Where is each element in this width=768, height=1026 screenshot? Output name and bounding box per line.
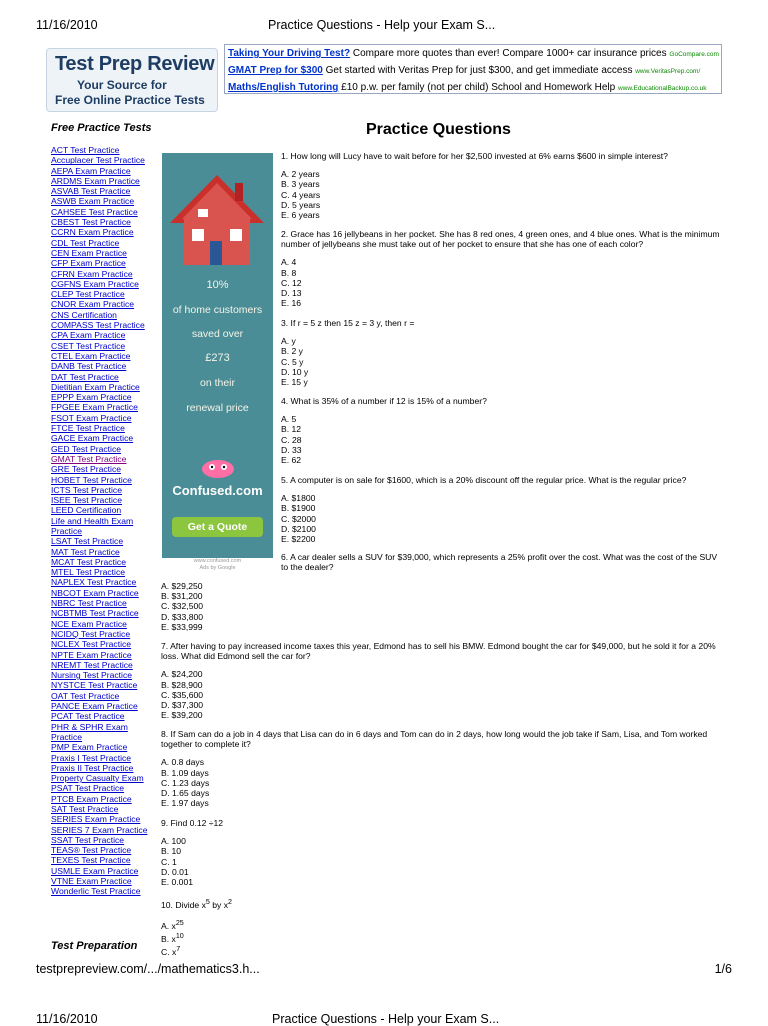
question-text: 6. A car dealer sells a SUV for $39,000, which represents a 25% profit over the cost. What was the cost of the SUV to the dealer? xyxy=(281,552,718,573)
sidebar-item xyxy=(51,227,151,237)
sidebar-item xyxy=(51,835,151,845)
sidebar-item xyxy=(51,577,151,587)
answer-option: C. 28 xyxy=(281,434,302,445)
answer-option: A. 0.8 days xyxy=(161,757,204,768)
answer-options xyxy=(161,918,232,957)
question-9 xyxy=(161,818,223,887)
sidebar-item xyxy=(51,650,151,660)
sidebar-link[interactable]: ACT Test Practice xyxy=(51,145,120,155)
sidebar-item xyxy=(51,608,151,618)
sidebar-link[interactable]: Property Casualty Exam xyxy=(51,773,144,784)
sidebar-link[interactable]: MAT Test Practice xyxy=(51,546,120,557)
answer-option: E. $33,999 xyxy=(161,621,203,632)
answer-option: E. 0.001 xyxy=(161,877,194,888)
sidebar-item xyxy=(51,299,151,309)
sidebar-test-preparation-heading: Test Preparation xyxy=(51,940,138,952)
sidebar-link[interactable]: CCRN Exam Practice xyxy=(51,227,134,238)
answer-option: C. $2000 xyxy=(281,513,316,524)
question-text: 9. Find 0.12 ÷12 xyxy=(161,818,224,828)
house-icon xyxy=(162,153,273,273)
sidebar-link[interactable]: Wonderlic Test Practice xyxy=(51,886,141,897)
sidebar-item xyxy=(51,845,151,855)
sidebar-item xyxy=(51,691,151,701)
next-print-date: 11/16/2010 xyxy=(36,1012,98,1026)
sidebar-item xyxy=(51,722,151,743)
answer-option: B. 1.09 days xyxy=(161,767,209,778)
sidebar-item xyxy=(51,855,151,865)
sidebar-item xyxy=(51,557,151,567)
logo-tagline: Your Source for xyxy=(77,78,167,92)
question-6-options xyxy=(161,581,203,632)
sidebar-item xyxy=(51,711,151,721)
answer-options xyxy=(161,669,721,720)
sidebar-link[interactable]: CFRN Exam Practice xyxy=(51,268,133,279)
sidebar-link[interactable]: NCIDQ Test Practice xyxy=(51,628,131,639)
question-text: 4. What is 35% of a number if 12 is 15% of a number? xyxy=(281,396,487,406)
question-4 xyxy=(281,396,487,465)
sidebar-item xyxy=(51,629,151,639)
question-8 xyxy=(161,729,721,808)
answer-option: C. 5 y xyxy=(281,356,304,367)
sidebar-item xyxy=(51,444,151,454)
sidebar-item xyxy=(51,176,151,186)
sidebar-link[interactable]: MTEL Test Practice xyxy=(51,567,126,578)
banner-line-1: 10% xyxy=(206,279,229,291)
sidebar-link[interactable]: Praxis I Test Practice xyxy=(51,752,132,763)
answer-options xyxy=(281,257,721,308)
sidebar-item xyxy=(51,382,151,392)
sidebar-item xyxy=(51,372,151,382)
sidebar-item xyxy=(51,279,151,289)
exponent: 7 xyxy=(176,945,181,954)
answer-option: E. 15 y xyxy=(281,377,308,388)
sidebar-item xyxy=(51,207,151,217)
sidebar-item xyxy=(51,753,151,763)
sidebar-item xyxy=(51,495,151,505)
question-text xyxy=(161,897,232,910)
sidebar-link[interactable]: AEPA Exam Practice xyxy=(51,165,131,176)
answer-option: C. 1.23 days xyxy=(161,777,210,788)
sidebar-link[interactable]: PCAT Test Practice xyxy=(51,711,125,722)
sidebar-link[interactable]: NPTE Exam Practice xyxy=(51,649,132,660)
sidebar-link[interactable]: CNOR Exam Practice xyxy=(51,299,135,310)
sidebar-item xyxy=(51,269,151,279)
ad-text: Get started with Veritas Prep for just $300, and get immediate access xyxy=(322,65,636,76)
sidebar-item xyxy=(51,310,151,320)
question-text: 8. If Sam can do a job in 4 days that Lisa can do in 6 days and Tom can do in 2 days, how long would the job take if Sam, Lisa, and Tom worked together to complete it? xyxy=(161,729,708,750)
sidebar-link[interactable]: CEN Exam Practice xyxy=(51,247,127,258)
sidebar-item xyxy=(51,794,151,804)
answer-option xyxy=(161,931,232,944)
question-text: 7. After having to pay increased income taxes this year, Edmond has to sell his BMW. Edmond bought the car for $49,000, but he sold it for a 20% loss. What did Edmond sell the car for? xyxy=(161,641,716,662)
answer-option: D. 10 y xyxy=(281,366,309,377)
question-7 xyxy=(161,641,721,720)
sidebar-link[interactable]: ARDMS Exam Practice xyxy=(51,175,140,186)
sidebar-item xyxy=(51,783,151,793)
sidebar-item xyxy=(51,217,151,227)
sidebar-link[interactable]: CLEP Test Practice xyxy=(51,289,125,300)
answer-option: D. 5 years xyxy=(281,199,321,210)
question-3 xyxy=(281,318,414,387)
ad-source[interactable]: www.EducationalBackup.co.uk xyxy=(617,85,707,92)
sidebar-link[interactable]: CAHSEE Test Practice xyxy=(51,206,138,217)
answer-option: E. 6 years xyxy=(281,210,320,221)
sidebar-item xyxy=(51,619,151,629)
sidebar-link[interactable]: SSAT Test Practice xyxy=(51,834,125,845)
answer-option: D. 33 xyxy=(281,444,302,455)
question-text: 5. A computer is on sale for $1600, which is a 20% discount off the regular price. What is the regular price? xyxy=(281,475,687,485)
sidebar-link[interactable]: NCLEX Test Practice xyxy=(51,639,132,650)
answer-option: A. $29,250 xyxy=(161,581,203,591)
answer-option: B. $1900 xyxy=(281,503,316,514)
sidebar-link[interactable]: ASVAB Test Practice xyxy=(51,186,131,197)
question-text: 3. If r = 5 z then 15 z = 3 y, then r = xyxy=(281,318,415,328)
banner-line-5: on their xyxy=(199,377,236,389)
sidebar-link[interactable]: SERIES Exam Practice xyxy=(51,814,141,825)
sidebar-item xyxy=(51,588,151,598)
sidebar-link[interactable]: FPGEE Exam Practice xyxy=(51,402,138,413)
sidebar-item xyxy=(51,351,151,361)
answer-option: C. 4 years xyxy=(281,189,321,200)
sidebar-item xyxy=(51,330,151,340)
get-a-quote-button[interactable]: Get a Quote xyxy=(172,517,263,537)
sidebar-link[interactable]: FTCE Test Practice xyxy=(51,423,125,434)
sidebar-link[interactable]: LSAT Test Practice xyxy=(51,536,124,547)
ad-link[interactable]: Taking Your Driving Test? xyxy=(228,48,351,59)
sidebar-link[interactable]: TEXES Test Practice xyxy=(51,855,131,866)
sidebar-link[interactable]: USMLE Exam Practice xyxy=(51,865,139,876)
sidebar-item xyxy=(51,536,151,546)
sidebar-link[interactable]: LEED Certification xyxy=(51,505,122,516)
answer-option: B. $31,200 xyxy=(161,591,203,602)
answer-option xyxy=(161,944,232,957)
answer-options xyxy=(161,836,223,887)
answer-option: B. 3 years xyxy=(281,179,320,190)
sidebar-link[interactable]: CPA Exam Practice xyxy=(51,330,126,341)
print-url: testprepreview.com/.../mathematics3.h... xyxy=(36,962,260,976)
question-text-part: by x xyxy=(209,899,229,910)
answer-option: E. 16 xyxy=(281,298,302,309)
sidebar-link[interactable]: GRE Test Practice xyxy=(51,464,122,475)
answer-options xyxy=(281,169,668,220)
sidebar-link[interactable]: MCAT Test Practice xyxy=(51,556,126,567)
sidebar-item xyxy=(51,464,151,474)
sidebar-link[interactable]: SAT Test Practice xyxy=(51,804,119,814)
sidebar-link[interactable]: ICTS Test Practice xyxy=(51,484,122,495)
sidebar-item xyxy=(51,485,151,495)
sidebar-item xyxy=(51,516,151,537)
print-date: 11/16/2010 xyxy=(36,18,98,32)
sidebar-item xyxy=(51,670,151,680)
sidebar-link[interactable]: PSAT Test Practice xyxy=(51,783,125,794)
exponent: 10 xyxy=(175,932,184,941)
sidebar-link[interactable]: Dietitian Exam Practice xyxy=(51,381,140,392)
sidebar-link[interactable]: NCBTMB Test Practice xyxy=(51,608,139,619)
ad-source[interactable]: www.VeritasPrep.com/ xyxy=(635,68,701,75)
sidebar-link[interactable]: CNS Certification xyxy=(51,309,117,320)
banner-line-6: renewal price xyxy=(186,402,249,414)
next-print-title: Practice Questions - Help your Exam S... xyxy=(272,1012,500,1026)
answer-option: D. 0.01 xyxy=(161,866,189,877)
sidebar-link[interactable]: DAT Test Practice xyxy=(51,371,119,382)
ads-by-google[interactable]: Ads by Google xyxy=(199,565,236,571)
banner-line-3: saved over xyxy=(191,328,244,340)
ad-row xyxy=(228,80,721,94)
sidebar-link[interactable]: NAPLEX Test Practice xyxy=(51,577,137,588)
sidebar-link[interactable]: CFP Exam Practice xyxy=(51,258,126,269)
print-header xyxy=(36,18,732,36)
banner-line-2: of home customers xyxy=(172,304,263,316)
answer-option: C. $32,500 xyxy=(161,601,204,612)
page-title: Practice Questions xyxy=(366,121,511,138)
sidebar-link[interactable]: NREMT Test Practice xyxy=(51,659,133,670)
sidebar-link[interactable]: TEAS® Test Practice xyxy=(51,845,132,856)
sidebar-item xyxy=(51,166,151,176)
answer-option: B. 2 y xyxy=(281,346,303,357)
sidebar-link[interactable]: PHR & SPHR Exam Practice xyxy=(51,721,128,742)
sidebar-item xyxy=(51,402,151,412)
sidebar-link[interactable]: Accuplacer Test Practice xyxy=(51,155,145,166)
sidebar-link[interactable]: CDL Test Practice xyxy=(51,237,120,248)
sidebar-item xyxy=(51,320,151,330)
sidebar-item xyxy=(51,186,151,196)
banner-credit xyxy=(162,558,273,572)
sidebar-item xyxy=(51,454,151,464)
banner-ad[interactable] xyxy=(162,153,273,558)
sidebar-link[interactable]: NCE Exam Practice xyxy=(51,618,127,629)
sidebar-link[interactable]: EPPP Exam Practice xyxy=(51,392,132,403)
sidebar-link[interactable]: COMPASS Test Practice xyxy=(51,320,145,331)
ad-source[interactable]: GoCompare.com xyxy=(669,51,719,58)
sidebar-item xyxy=(51,413,151,423)
print-title: Practice Questions - Help your Exam S... xyxy=(268,18,496,32)
sidebar-link[interactable]: CBEST Test Practice xyxy=(51,217,131,228)
sidebar-link[interactable]: SERIES 7 Exam Practice xyxy=(51,824,148,835)
sidebar-link[interactable]: ISEE Test Practice xyxy=(51,495,123,506)
answer-option: E. 1.97 days xyxy=(161,798,209,809)
answer-option: C. $35,600 xyxy=(161,689,204,700)
sidebar-link[interactable]: GED Test Practice xyxy=(51,443,122,454)
answer-options xyxy=(281,414,487,465)
question-6-text xyxy=(281,552,721,580)
sidebar-link[interactable]: PANCE Exam Practice xyxy=(51,701,138,712)
sidebar-item xyxy=(51,701,151,711)
sidebar-link[interactable]: CSET Test Practice xyxy=(51,340,126,351)
sidebar-link[interactable]: GACE Exam Practice xyxy=(51,433,134,444)
answer-option: E. 62 xyxy=(281,455,302,466)
sidebar-link[interactable]: ASWB Exam Practice xyxy=(51,196,135,207)
answer-options xyxy=(161,581,203,632)
banner-brand: Confused.com xyxy=(172,483,263,498)
logo-title: Test Prep Review xyxy=(55,53,215,75)
sidebar-link[interactable]: PTCB Exam Practice xyxy=(51,793,132,804)
sidebar-item xyxy=(51,639,151,649)
answer-options xyxy=(281,493,686,544)
sidebar-item xyxy=(51,567,151,577)
answer-option: C. 12 xyxy=(281,277,302,288)
sidebar-item xyxy=(51,258,151,268)
print-page-number: 1/6 xyxy=(714,962,732,976)
sidebar-item xyxy=(51,238,151,248)
ad-row xyxy=(228,46,721,63)
sidebar-item xyxy=(51,742,151,752)
answer-option: A. 5 xyxy=(281,414,297,425)
sidebar-item xyxy=(51,866,151,876)
question-1 xyxy=(281,151,668,220)
sidebar-link[interactable]: NYSTCE Test Practice xyxy=(51,680,138,691)
sidebar-link[interactable]: NBCOT Exam Practice xyxy=(51,587,139,598)
answer-option: B. 10 xyxy=(161,846,182,857)
answer-option: B. $28,900 xyxy=(161,679,203,690)
answer-option: A. $1800 xyxy=(281,493,316,504)
sidebar-link[interactable]: VTNE Exam Practice xyxy=(51,876,132,887)
sidebar-item xyxy=(51,155,151,165)
option-base: A. x xyxy=(161,920,176,931)
answer-option: D. $33,800 xyxy=(161,611,204,622)
sidebar-link[interactable]: CGFNS Exam Practice xyxy=(51,278,139,289)
answer-option: D. 13 xyxy=(281,288,302,299)
sidebar-link[interactable]: NBRC Test Practice xyxy=(51,598,127,609)
sidebar-item xyxy=(51,680,151,690)
text-ads-box xyxy=(224,44,722,94)
ad-link[interactable]: Maths/English Tutoring xyxy=(228,82,339,93)
sidebar-link[interactable]: OAT Test Practice xyxy=(51,690,120,701)
exponent: 25 xyxy=(175,919,184,928)
sidebar-item xyxy=(51,423,151,433)
exponent: 2 xyxy=(228,898,233,906)
question-2 xyxy=(281,229,721,308)
sidebar-item xyxy=(51,248,151,258)
sidebar-nav xyxy=(51,145,151,897)
ad-text: £10 p.w. per family (not per child) School and Homework Help xyxy=(338,82,618,93)
answer-option: E. $39,200 xyxy=(161,710,203,721)
answer-option: D. $2100 xyxy=(281,523,316,534)
sidebar-link[interactable]: DANB Test Practice xyxy=(51,361,127,372)
question-text-part: 10. Divide x xyxy=(161,899,206,910)
question-text: 1. How long will Lucy have to wait before for her $2,500 invested at 6% earns $600 in simple interest? xyxy=(281,151,668,161)
sidebar-item xyxy=(51,547,151,557)
answer-option: D. $37,300 xyxy=(161,700,204,711)
logo-subtagline: Free Online Practice Tests xyxy=(55,93,205,107)
answer-option: B. 12 xyxy=(281,424,302,435)
sidebar-item xyxy=(51,876,151,886)
site-logo[interactable] xyxy=(46,48,218,112)
sidebar-item xyxy=(51,289,151,299)
answer-option: A. 2 years xyxy=(281,169,320,180)
sidebar-link[interactable]: HOBET Test Practice xyxy=(51,474,132,485)
sidebar-item xyxy=(51,361,151,371)
option-base: C. x xyxy=(161,947,177,958)
sidebar-item xyxy=(51,814,151,824)
sidebar-item xyxy=(51,825,151,835)
sidebar-item xyxy=(51,145,151,155)
sidebar-link[interactable]: GMAT Test Practice xyxy=(51,453,127,464)
answer-option: E. $2200 xyxy=(281,534,316,545)
answer-option: C. 1 xyxy=(161,856,177,867)
banner-line-4: £273 xyxy=(205,352,230,364)
sidebar-item xyxy=(51,505,151,515)
sidebar-title: Free Practice Tests xyxy=(51,122,152,134)
sidebar-item xyxy=(51,660,151,670)
sidebar-item xyxy=(51,475,151,485)
answer-option: A. 4 xyxy=(281,257,297,268)
confused-mascot-icon xyxy=(198,457,238,479)
sidebar-link[interactable]: PMP Exam Practice xyxy=(51,742,128,753)
ad-link[interactable]: GMAT Prep for $300 xyxy=(228,65,323,76)
sidebar-link[interactable]: Praxis II Test Practice xyxy=(51,762,134,773)
sidebar-item xyxy=(51,196,151,206)
answer-option: D. 1.65 days xyxy=(161,788,210,799)
answer-option: A. y xyxy=(281,336,296,347)
sidebar-item xyxy=(51,886,151,896)
banner-credit-url[interactable]: www.confused.com xyxy=(193,558,242,564)
ad-row xyxy=(228,63,721,80)
question-text: 2. Grace has 16 jellybeans in her pocket. She has 8 red ones, 4 green ones, and 4 blue ones. What is the minimum number of jellybeans she must take out of her pocket to ensure that she has one of each color? xyxy=(281,229,720,250)
answer-options xyxy=(161,757,721,808)
sidebar-item xyxy=(51,433,151,443)
sidebar-item xyxy=(51,773,151,783)
sidebar-item xyxy=(51,598,151,608)
sidebar-link[interactable]: FSOT Exam Practice xyxy=(51,412,132,423)
sidebar-link[interactable]: Nursing Test Practice xyxy=(51,670,133,681)
question-10 xyxy=(161,897,232,957)
sidebar-item xyxy=(51,763,151,773)
sidebar-item xyxy=(51,341,151,351)
question-5 xyxy=(281,475,686,544)
sidebar-item xyxy=(51,392,151,402)
sidebar-link[interactable]: CTEL Exam Practice xyxy=(51,350,131,361)
answer-option: A. $24,200 xyxy=(161,669,203,680)
ad-text: Compare more quotes than ever! Compare 1000+ car insurance prices xyxy=(350,48,670,59)
answer-option: A. 100 xyxy=(161,836,186,847)
answer-option xyxy=(161,918,232,931)
exponent: 5 xyxy=(205,898,210,906)
answer-option: B. 8 xyxy=(281,267,297,278)
sidebar-item xyxy=(51,804,151,814)
answer-options xyxy=(281,336,414,387)
sidebar-link[interactable]: Life and Health Exam Practice xyxy=(51,515,134,536)
option-base: B. x xyxy=(161,933,176,944)
